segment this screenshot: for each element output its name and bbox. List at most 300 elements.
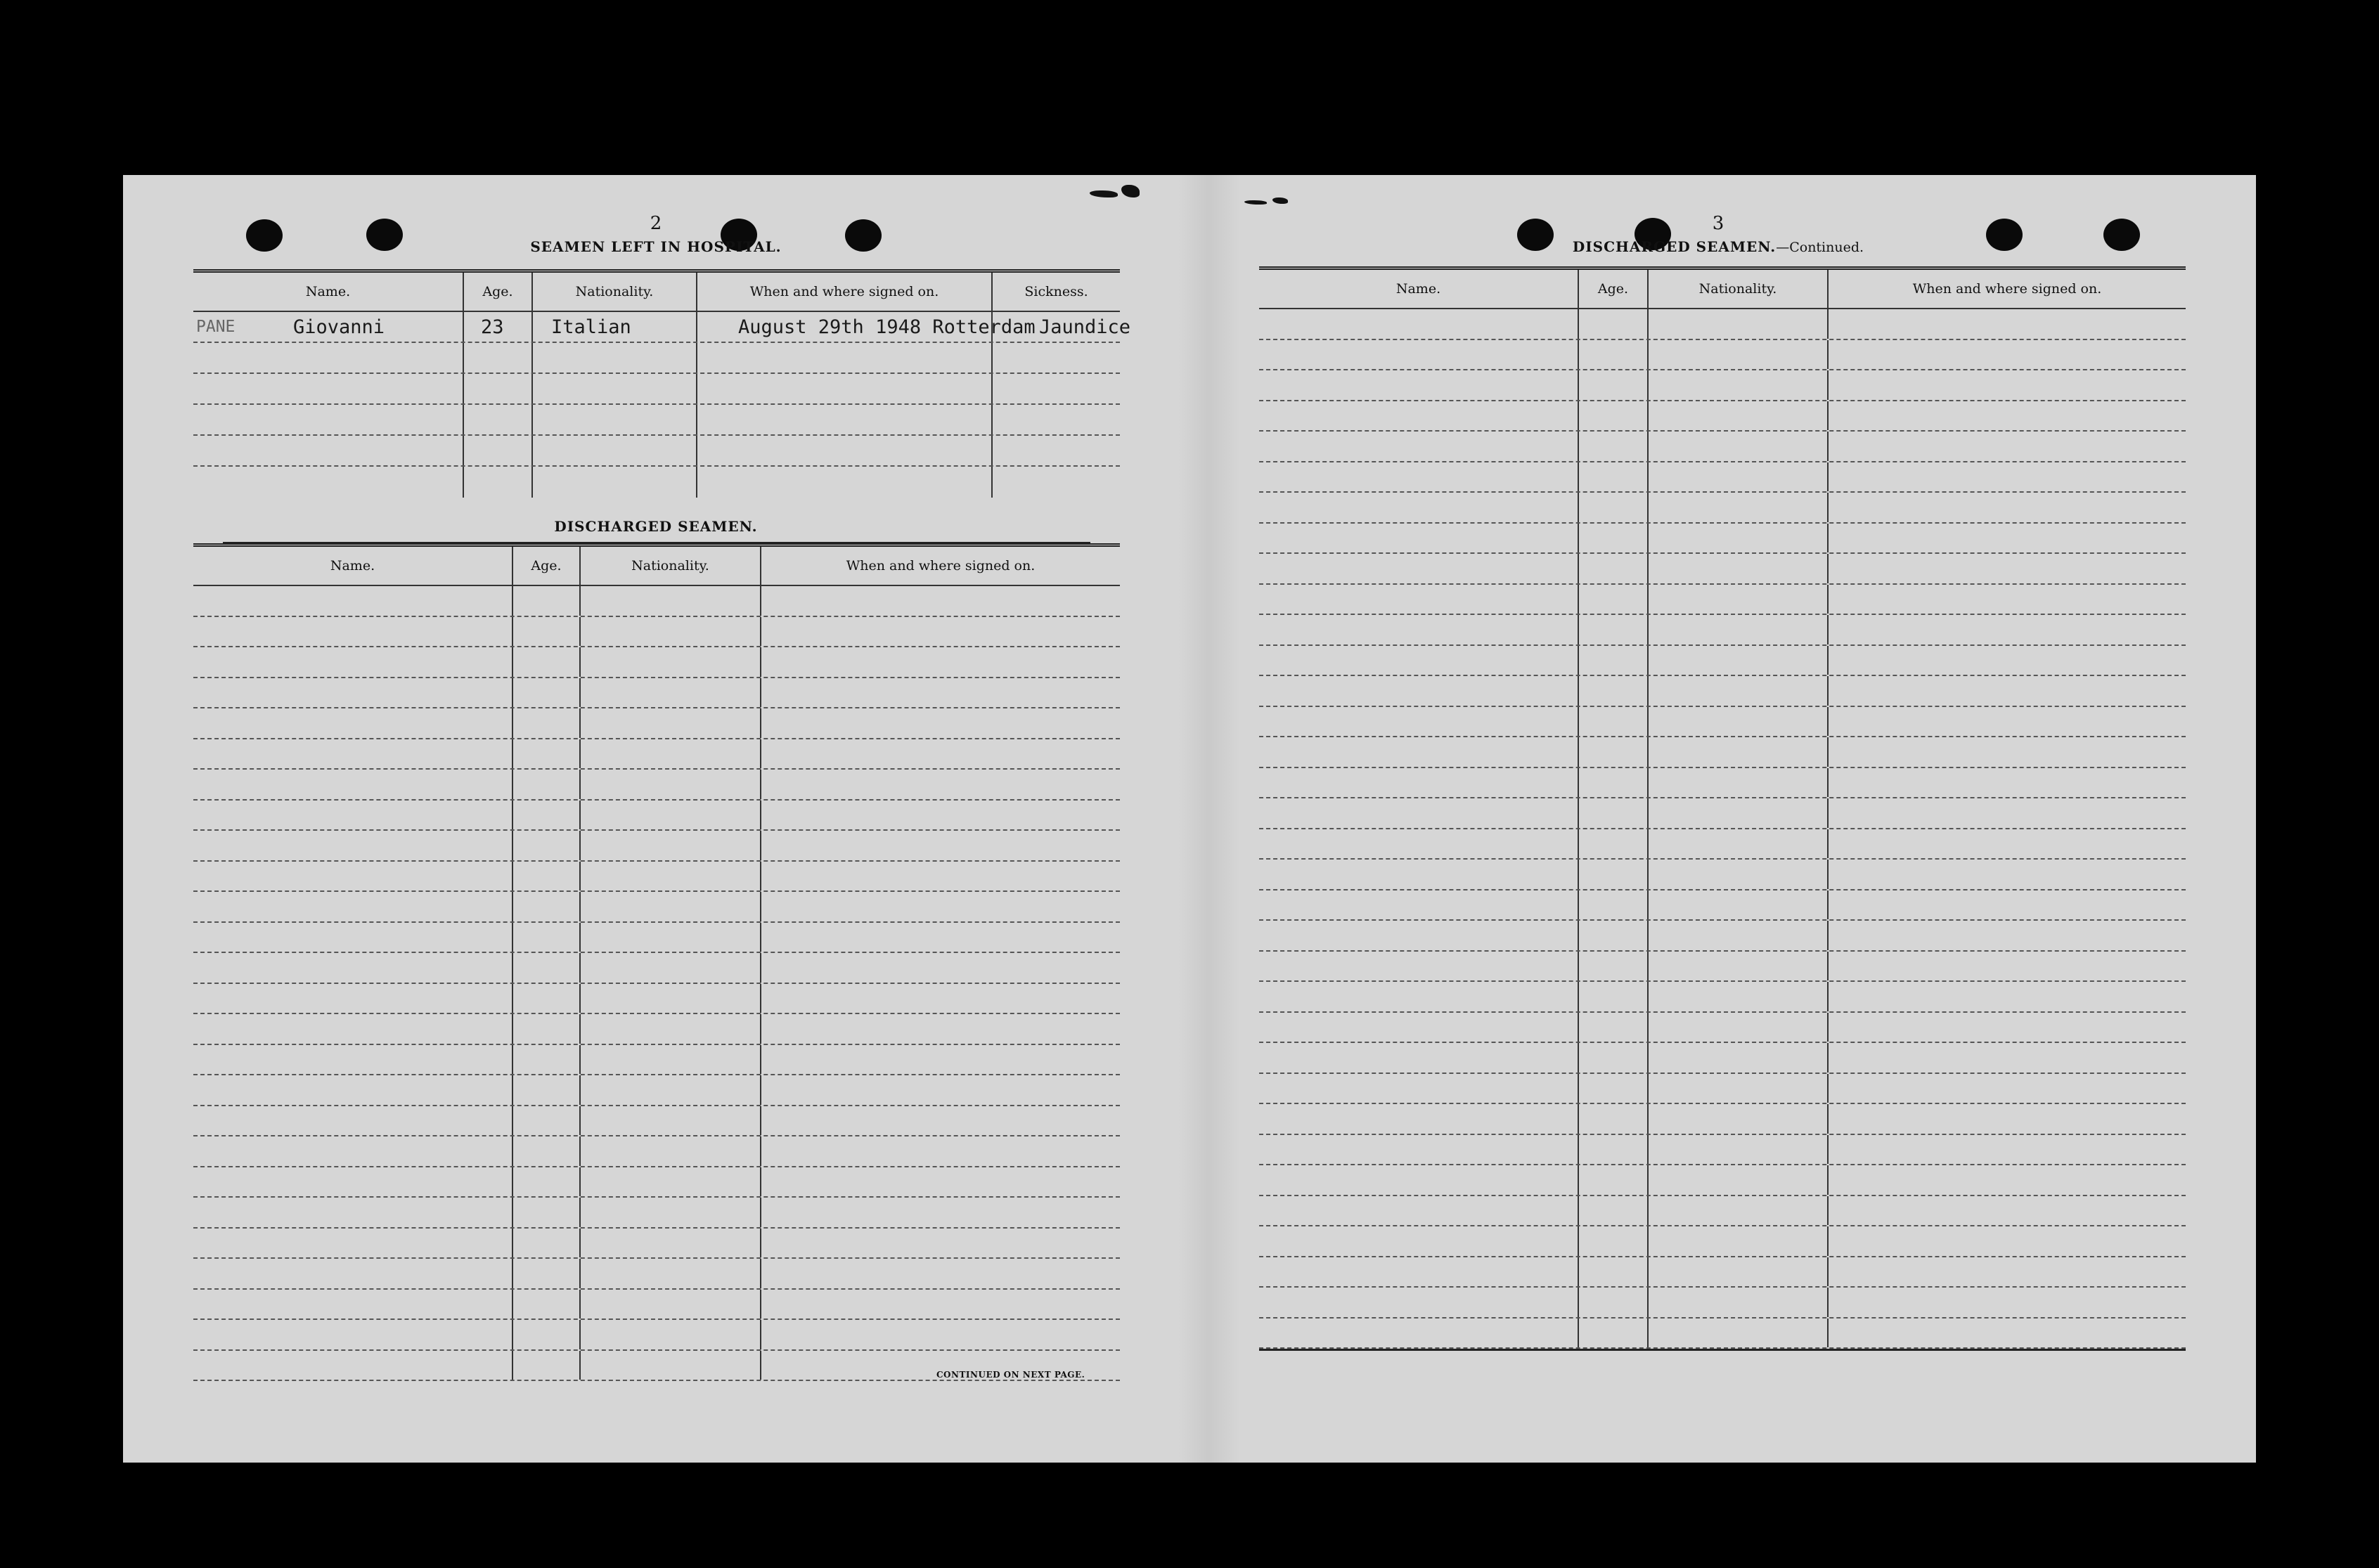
empty-cell [1259,1165,1579,1195]
empty-cell [1579,524,1649,553]
table-row [193,770,1120,801]
table-row [193,678,1120,709]
column-header-name: Name. [193,547,513,585]
empty-cell [1829,890,2186,920]
table-row [1259,921,2186,952]
empty-cell [1649,1013,1829,1042]
empty-cell [1259,554,1579,583]
empty-cell [533,436,697,465]
empty-cell [993,374,1120,403]
empty-cell [464,343,533,372]
empty-cell [193,1351,513,1380]
empty-cell [1829,860,2186,889]
hospital-section-title: SEAMEN LEFT IN HOSPITAL. [530,238,782,255]
discharged-continued-header [1259,270,2186,309]
table-row [193,405,1120,436]
table-row [193,617,1120,648]
empty-cell [193,739,513,769]
table-row [193,647,1120,678]
empty-cell [581,1167,761,1197]
table-row [193,1290,1120,1321]
empty-cell [1829,524,2186,553]
page-number-left: 2 [650,213,662,234]
empty-cell [513,1351,581,1380]
empty-cell [1259,1318,1579,1348]
table-row [193,436,1120,467]
table-row [1259,1196,2186,1227]
empty-cell [761,1075,1120,1105]
empty-cell [1259,768,1579,798]
table-row [1259,952,2186,983]
punch-hole [845,219,882,252]
empty-cell [1649,1226,1829,1256]
empty-cell [1829,554,2186,583]
empty-cell [193,374,464,403]
name-cell [193,312,464,342]
table-row [1259,1288,2186,1318]
empty-cell [1579,1196,1649,1226]
column-header-age: Age. [1579,270,1649,308]
table-row [193,831,1120,862]
empty-cell [193,770,513,799]
empty-cell [513,1136,581,1166]
punch-hole [1986,219,2023,251]
empty-cell [993,436,1120,465]
empty-cell [533,343,697,372]
empty-cell [1829,1104,2186,1134]
empty-cell [1579,798,1649,828]
empty-cell [581,739,761,769]
empty-cell [581,1106,761,1136]
empty-cell [581,678,761,708]
empty-cell [1259,676,1579,706]
empty-cell [1259,707,1579,737]
empty-cell [1259,737,1579,767]
empty-cell [761,953,1120,983]
empty-cell [193,1075,513,1105]
continued-note: CONTINUED ON NEXT PAGE. [936,1370,1085,1380]
empty-cell [581,831,761,860]
nationality-text: Italian [551,316,631,338]
empty-cell [1649,1074,1829,1103]
table-row [193,1014,1120,1045]
empty-cell [761,923,1120,952]
empty-cell [581,1045,761,1075]
empty-cell [581,1351,761,1380]
empty-cell [761,647,1120,677]
empty-cell [1829,309,2186,339]
empty-cell [1649,768,1829,798]
empty-cell [1259,1226,1579,1256]
column-header-signed-on: When and where signed on. [697,273,993,311]
table-row [1259,1013,2186,1044]
empty-cell [1259,615,1579,644]
empty-cell [513,984,581,1013]
empty-cell [513,1045,581,1075]
empty-cell [1259,1135,1579,1165]
table-row [1259,462,2186,493]
empty-cell [1259,1288,1579,1317]
signed-on-text: August 29th 1948 Rotterdam [738,316,1036,338]
table-row [1259,1104,2186,1135]
empty-cell [193,708,513,738]
empty-cell [513,892,581,921]
empty-cell [1649,952,1829,981]
empty-cell [1649,1288,1829,1317]
empty-cell [761,1198,1120,1227]
table-row [193,1259,1120,1290]
empty-cell [1579,1288,1649,1317]
empty-cell [1579,493,1649,522]
empty-cell [761,862,1120,891]
empty-cell [1829,340,2186,370]
column-header-name: Name. [1259,270,1579,308]
empty-cell [513,708,581,738]
table-row [193,923,1120,954]
table-row [1259,309,2186,340]
empty-cell [1829,432,2186,461]
empty-cell [1649,554,1829,583]
empty-cell [1649,1104,1829,1134]
empty-cell [581,1136,761,1166]
hospital-table [193,269,1131,498]
table-row [1259,860,2186,890]
discharged-table-right [1259,266,2186,1351]
empty-cell [1829,370,2186,400]
column-header-nationality: Nationality. [533,273,697,311]
empty-cell [1829,493,2186,522]
empty-cell [1829,737,2186,767]
empty-cell [193,1320,513,1349]
empty-cell [513,1075,581,1105]
ink-mark [1090,190,1118,197]
empty-cell [1259,829,1579,859]
empty-cell [1829,1074,2186,1103]
sickness-text: Jaundice [1039,316,1131,338]
empty-cell [193,617,513,647]
empty-cell [1579,1104,1649,1134]
table-row [1259,737,2186,768]
empty-cell [697,405,993,434]
empty-cell [1579,1226,1649,1256]
table-row [1259,1074,2186,1105]
empty-cell [1649,860,1829,889]
empty-cell [993,405,1120,434]
empty-cell [761,1290,1120,1319]
empty-cell [1649,309,1829,339]
empty-cell [761,1320,1120,1349]
empty-cell [1649,1257,1829,1287]
empty-cell [761,678,1120,708]
empty-cell [1579,952,1649,981]
empty-cell [1829,1288,2186,1317]
empty-cell [1579,1257,1649,1287]
empty-cell [513,770,581,799]
punch-hole [246,219,283,252]
discharged-continued-title [1573,238,1864,255]
empty-cell [1579,554,1649,583]
empty-cell [581,1075,761,1105]
empty-cell [513,586,581,616]
empty-cell [1829,615,2186,644]
empty-cell [581,586,761,616]
empty-cell [1579,1135,1649,1165]
empty-cell [1649,646,1829,675]
table-row [1259,707,2186,738]
discharged-section-title: DISCHARGED SEAMEN. [554,518,758,535]
empty-cell [581,770,761,799]
empty-cell [1649,1318,1829,1348]
empty-cell [1829,707,2186,737]
empty-cell [1259,462,1579,492]
age-cell [464,312,533,342]
table-row [193,1075,1120,1106]
empty-cell [1259,1104,1579,1134]
empty-cell [1829,1135,2186,1165]
empty-cell [1579,1318,1649,1348]
empty-cell [1579,676,1649,706]
empty-cell [1829,676,2186,706]
empty-cell [1829,1043,2186,1073]
empty-cell [581,1198,761,1227]
table-row [193,984,1120,1015]
punch-hole [2103,219,2140,251]
ink-mark [1121,185,1140,197]
empty-cell [1649,737,1829,767]
table-row [193,862,1120,893]
empty-cell [193,953,513,983]
discharged-table-body [193,586,1120,1381]
empty-cell [761,1106,1120,1136]
empty-cell [1259,860,1579,889]
discharged-table-left [193,543,1120,1381]
continued-subtitle: —Continued. [1776,240,1864,255]
table-row [1259,1135,2186,1166]
empty-cell [1649,524,1829,553]
table-row [193,374,1120,405]
table-row [1259,1318,2186,1349]
empty-cell [513,1259,581,1288]
empty-cell [581,1229,761,1258]
column-header-signed-on: When and where signed on. [846,558,1036,574]
empty-cell [513,1167,581,1197]
empty-cell [513,678,581,708]
empty-cell [1259,401,1579,431]
empty-cell [513,862,581,891]
table-row [193,708,1120,739]
punch-hole [366,219,403,251]
empty-cell [761,770,1120,799]
signed-on-cell [697,312,1036,342]
empty-cell [1579,462,1649,492]
empty-cell [1579,1013,1649,1042]
table-row [1259,646,2186,677]
empty-cell [1579,737,1649,767]
empty-cell [761,1014,1120,1044]
empty-cell [193,647,513,677]
table-row [193,1229,1120,1259]
empty-cell [513,739,581,769]
empty-cell [1829,1226,2186,1256]
empty-cell [761,1167,1120,1197]
empty-cell [513,801,581,830]
column-header-nationality: Nationality. [1649,270,1829,308]
empty-cell [193,1259,513,1288]
table-row [193,586,1120,617]
discharged-table-header [193,547,1120,586]
empty-cell [1579,1074,1649,1103]
empty-cell [581,1014,761,1044]
empty-cell [1829,1196,2186,1226]
empty-cell [1649,462,1829,492]
empty-cell [1829,982,2186,1011]
empty-cell [761,801,1120,830]
empty-cell [1579,921,1649,950]
nationality-cell [533,312,697,342]
sickness-cell [993,312,1131,342]
empty-cell [761,984,1120,1013]
empty-cell [193,1290,513,1319]
empty-cell [193,1014,513,1044]
ink-mark [1272,197,1288,204]
empty-cell [697,343,993,372]
empty-cell [1829,921,2186,950]
empty-cell [993,343,1120,372]
empty-cell [1649,340,1829,370]
empty-cell [1649,707,1829,737]
empty-cell [464,374,533,403]
empty-cell [581,923,761,952]
table-row [1259,615,2186,646]
table-row [1259,676,2186,707]
empty-cell [1829,646,2186,675]
empty-cell [581,801,761,830]
table-row [1259,829,2186,860]
punch-hole [1517,219,1554,251]
empty-cell [761,892,1120,921]
empty-cell [761,586,1120,616]
empty-cell [697,467,993,498]
empty-cell [533,374,697,403]
empty-cell [581,892,761,921]
table-row [193,1045,1120,1076]
table-row [1259,554,2186,585]
empty-cell [697,436,993,465]
empty-cell [1829,829,2186,859]
empty-cell [581,984,761,1013]
empty-cell [697,374,993,403]
empty-cell [1649,401,1829,431]
empty-cell [1579,982,1649,1011]
empty-cell [1649,585,1829,614]
empty-cell [513,831,581,860]
table-row [1259,798,2186,829]
table-row [193,1320,1120,1351]
empty-cell [1259,646,1579,675]
empty-cell [193,1167,513,1197]
empty-cell [1259,432,1579,461]
table-row [193,1106,1120,1137]
empty-cell [464,405,533,434]
empty-cell [1829,1165,2186,1195]
empty-cell [1829,1257,2186,1287]
empty-cell [1259,921,1579,950]
empty-cell [1829,462,2186,492]
empty-cell [1579,432,1649,461]
empty-cell [193,467,464,498]
table-row [193,953,1120,984]
empty-cell [1259,982,1579,1011]
empty-cell [1649,493,1829,522]
empty-cell [513,1320,581,1349]
column-header-name: Name. [193,273,464,311]
page-number-right: 3 [1712,213,1724,234]
empty-cell [464,467,533,498]
discharged-continued-heading: DISCHARGED SEAMEN. [1572,238,1777,255]
age-text: 23 [481,316,504,338]
empty-cell [513,1198,581,1227]
table-row [193,312,1131,343]
empty-cell [1649,432,1829,461]
empty-cell [1649,921,1829,950]
empty-cell [513,1106,581,1136]
table-row [1259,524,2186,555]
table-row [193,892,1120,923]
empty-cell [1259,1013,1579,1042]
empty-cell [193,586,513,616]
empty-cell [1649,982,1829,1011]
empty-cell [193,678,513,708]
empty-cell [1829,401,2186,431]
hospital-table-header [193,273,1120,312]
empty-cell [581,1290,761,1319]
empty-cell [993,467,1120,498]
empty-cell [581,617,761,647]
empty-cell [193,1106,513,1136]
empty-cell [513,923,581,952]
empty-cell [1579,890,1649,920]
empty-cell [513,647,581,677]
empty-cell [1579,1043,1649,1073]
empty-cell [1259,1074,1579,1103]
empty-cell [1649,615,1829,644]
empty-cell [1649,1165,1829,1195]
empty-cell [761,1259,1120,1288]
empty-cell [513,953,581,983]
empty-cell [193,1045,513,1075]
empty-cell [1579,1165,1649,1195]
empty-cell [1579,585,1649,614]
empty-cell [193,436,464,465]
empty-cell [1579,370,1649,400]
empty-cell [1579,768,1649,798]
empty-cell [1259,524,1579,553]
empty-cell [1829,952,2186,981]
empty-cell [1259,1043,1579,1073]
table-row [1259,370,2186,401]
empty-cell [193,984,513,1013]
table-row [193,343,1120,374]
empty-cell [1649,1196,1829,1226]
empty-cell [1649,1043,1829,1073]
empty-cell [1829,798,2186,828]
empty-cell [1259,493,1579,522]
column-header-nationality: Nationality. [581,547,761,585]
table-row [193,1167,1120,1198]
center-fold [1178,175,1241,1463]
empty-cell [1259,340,1579,370]
ink-mark [1244,200,1267,205]
